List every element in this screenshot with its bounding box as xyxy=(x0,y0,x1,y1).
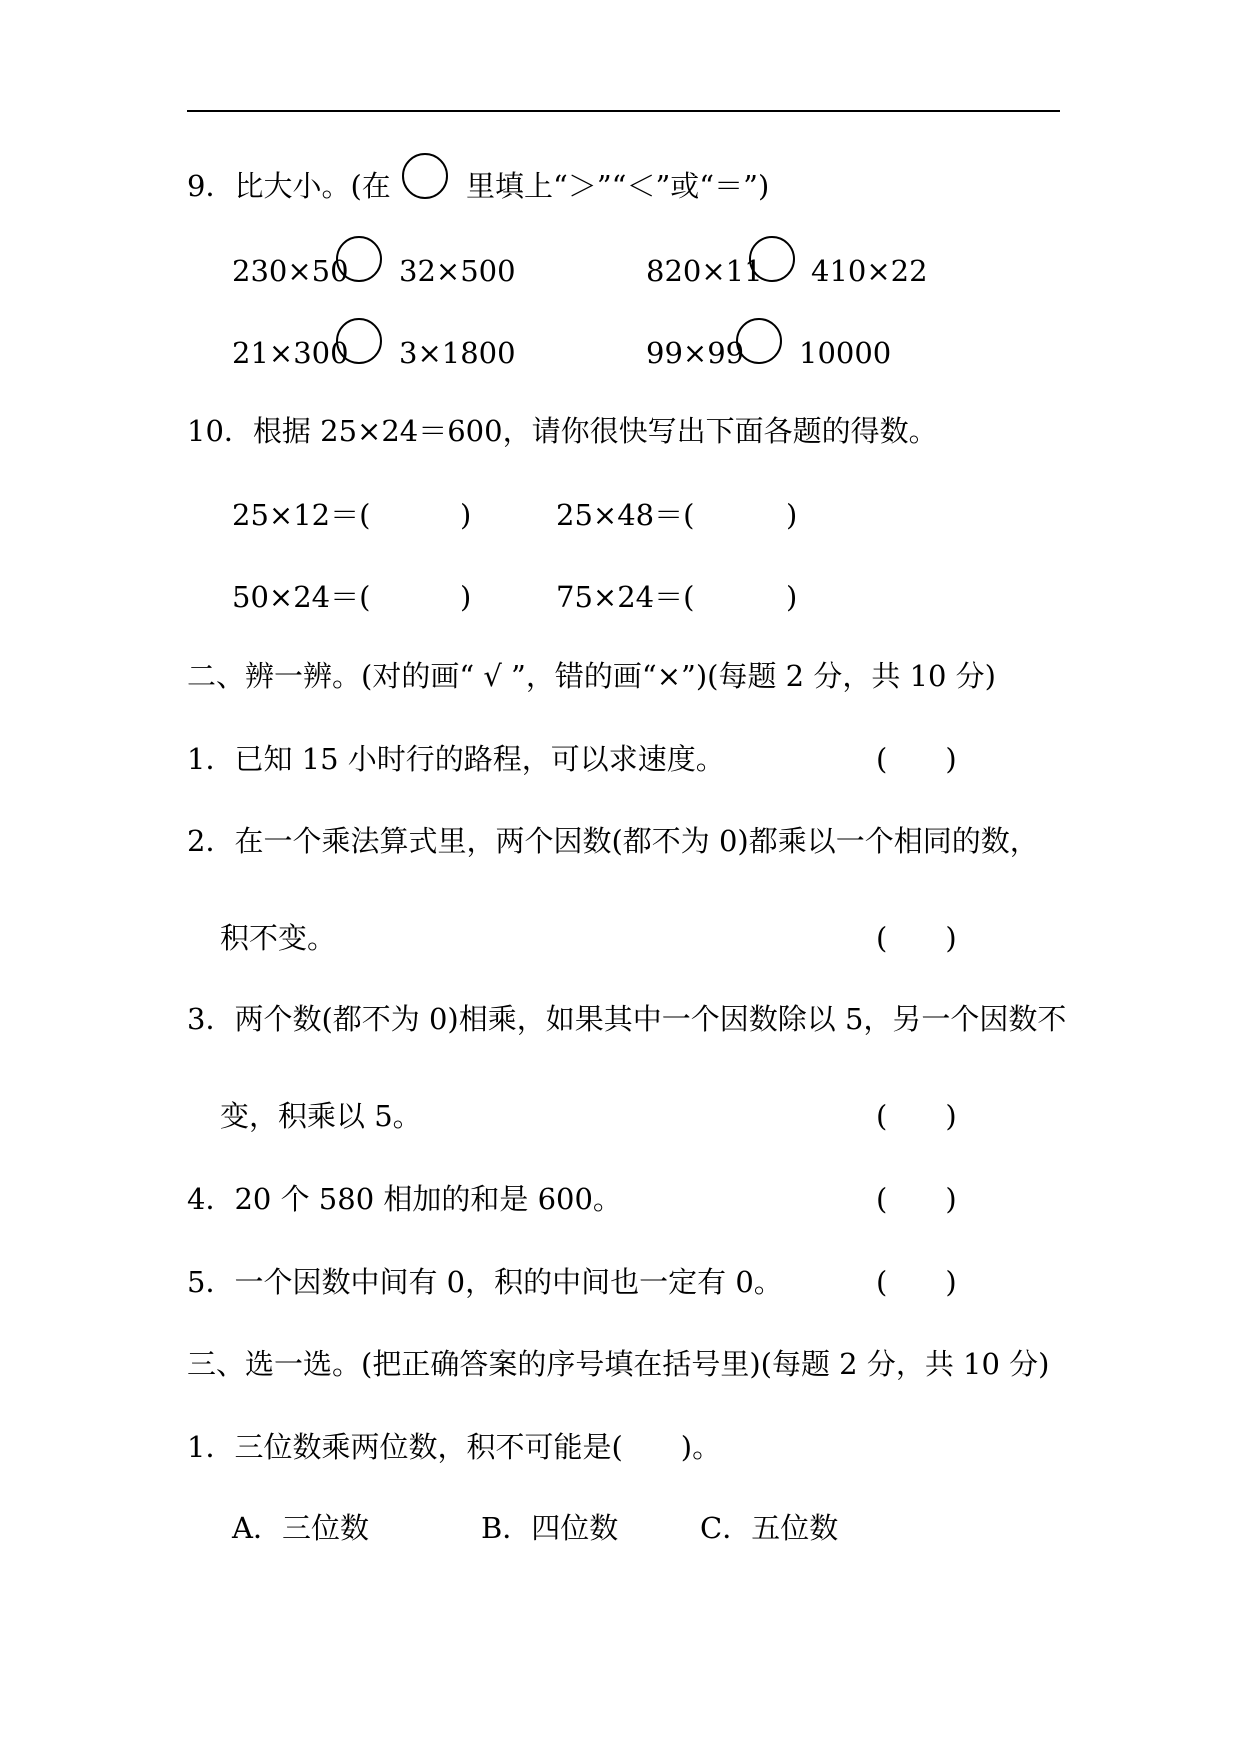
q10-item-4-expr: 75×24＝( xyxy=(556,580,695,614)
q10-item-4-close[interactable]: ) xyxy=(786,580,798,614)
header-rule xyxy=(187,110,1060,112)
section2-item-5-blank[interactable]: ( ) xyxy=(876,1265,957,1299)
section3-q1-option-a[interactable]: A．三位数 xyxy=(232,1511,369,1545)
section2-item-1-blank[interactable]: ( ) xyxy=(876,742,957,776)
q10-item-2-close[interactable]: ) xyxy=(786,498,798,532)
q10-item-1-close[interactable]: ) xyxy=(460,498,472,532)
q10-item-1-expr: 25×12＝( xyxy=(232,498,371,532)
q10-item-2-expr: 25×48＝( xyxy=(556,498,695,532)
q9-item-3-right: 3×1800 xyxy=(399,336,516,370)
section3-heading: 三、选一选。(把正确答案的序号填在括号里)(每题 2 分，共 10 分) xyxy=(187,1347,1050,1381)
section2-item-1: 1．已知 15 小时行的路程，可以求速度。 xyxy=(187,742,725,776)
section2-item-2-line2: 积不变。 xyxy=(220,921,337,955)
section3-q1-option-b[interactable]: B．四位数 xyxy=(481,1511,619,1545)
q9-example-circle xyxy=(402,153,448,199)
q9-item-1-left: 230×50 xyxy=(232,254,349,288)
q9-item-1-right: 32×500 xyxy=(399,254,516,288)
q9-item-3-left: 21×300 xyxy=(232,336,349,370)
q9-item-4-left: 99×99 xyxy=(646,336,745,370)
q10-item-3-expr: 50×24＝( xyxy=(232,580,371,614)
section2-item-4: 4．20 个 580 相加的和是 600。 xyxy=(187,1182,622,1216)
q9-answer-circle-1[interactable] xyxy=(336,236,382,282)
q9-answer-circle-4[interactable] xyxy=(736,318,782,364)
section2-item-3-line2: 变，积乘以 5。 xyxy=(220,1099,422,1133)
section2-heading: 二、辨一辨。(对的画“ √ ”，错的画“×”)(每题 2 分，共 10 分) xyxy=(187,659,996,693)
q10-text: 10．根据 25×24＝600，请你很快写出下面各题的得数。 xyxy=(187,414,938,448)
section3-q1-text: 1．三位数乘两位数，积不可能是( )。 xyxy=(187,1430,722,1464)
q9-item-2-left: 820×11 xyxy=(646,254,763,288)
section2-item-3-blank[interactable]: ( ) xyxy=(876,1099,957,1133)
q9-text-before: 9．比大小。(在 xyxy=(187,169,391,203)
section2-item-4-blank[interactable]: ( ) xyxy=(876,1182,957,1216)
q9-item-4-right: 10000 xyxy=(799,336,892,370)
q9-text-after: 里填上“＞”“＜”或“＝”) xyxy=(466,169,770,203)
section2-item-2-line1: 2．在一个乘法算式里，两个因数(都不为 0)都乘以一个相同的数， xyxy=(187,824,1039,858)
section2-item-3-line1: 3．两个数(都不为 0)相乘，如果其中一个因数除以 5，另一个因数不 xyxy=(187,1002,1067,1036)
q9-item-2-right: 410×22 xyxy=(811,254,928,288)
section3-q1-option-c[interactable]: C．五位数 xyxy=(700,1511,839,1545)
q9-answer-circle-3[interactable] xyxy=(336,318,382,364)
section2-item-5: 5．一个因数中间有 0，积的中间也一定有 0。 xyxy=(187,1265,783,1299)
section2-item-2-blank[interactable]: ( ) xyxy=(876,921,957,955)
q9-answer-circle-2[interactable] xyxy=(749,236,795,282)
q10-item-3-close[interactable]: ) xyxy=(460,580,472,614)
